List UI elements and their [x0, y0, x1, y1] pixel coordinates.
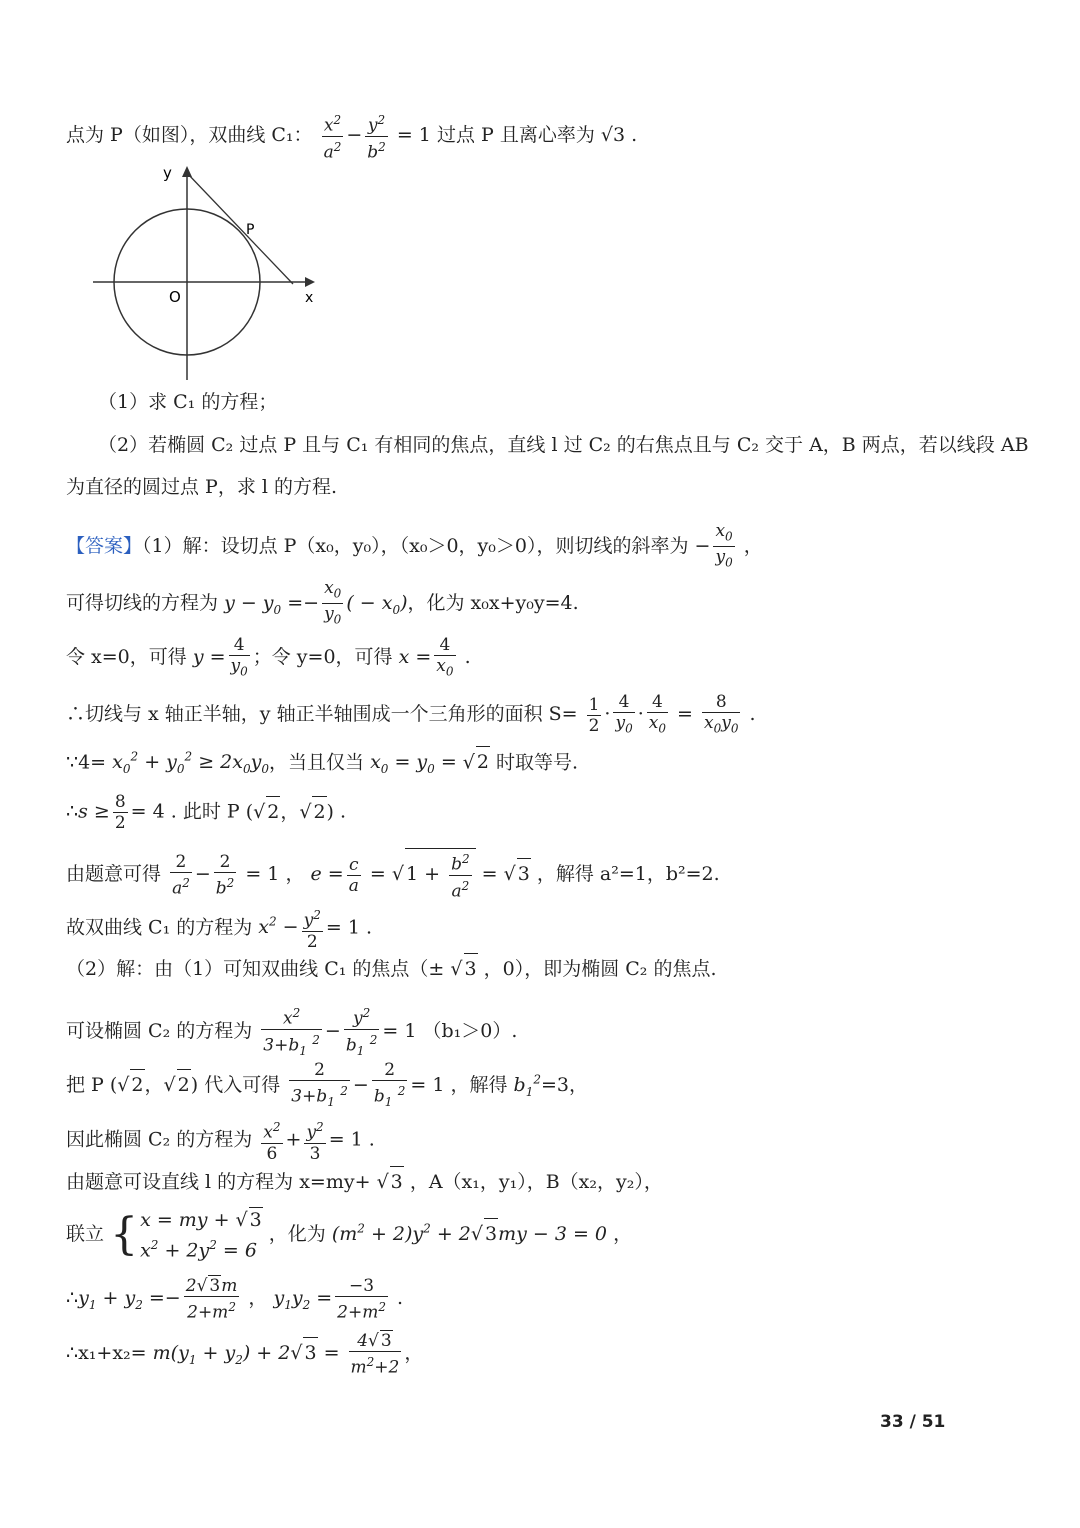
solution-line-15: $\therefore y_1 + y_2$ =− $\frac{2√ 3m}{2+m^2}$ ， $y_1y_2$ = $\frac{-3}{2+m^2}$ . [66, 1275, 404, 1323]
tangent-line [187, 173, 293, 284]
question-2-line-1: （2）若椭圆 C₂ 过点 P 且与 C₁ 有相同的焦点，直线 l 过 C₂ 的右焦点且与 C₂ 交于 A，B 两点，若以线段 AB [98, 434, 1029, 456]
intro-formula: $\frac{x^2}{a^2}$ [322, 110, 344, 162]
solution-text: ， [404, 1341, 424, 1364]
solution-text: 由题意可设直线 l 的方程为 x=my+ [66, 1171, 371, 1193]
y-axis-label: y [163, 164, 172, 182]
intro-line: 点为 P（如图），双曲线 C₁： $\frac{x^2}{a^2}$ − $\frac{y^2}{b^2}$ = 1 过点 P 且离心率为 √3 . [66, 110, 637, 162]
x-axis-label: x [305, 290, 314, 306]
solution-line-12: 因此椭圆 C₂ 的方程为 $\frac{x^2}{6}$ + $\frac{y^2}{3}$ = 1 . [66, 1117, 375, 1164]
solution-line-8: 故双曲线 C₁ 的方程为 $x^2$ − $\frac{y^2}{2}$ = 1 . [66, 905, 372, 952]
solution-text: 可设椭圆 C₂ 的方程为 [66, 1019, 253, 1042]
page-number: 33 / 51 [880, 1412, 946, 1432]
solution-line-7: 由题意可得 $\frac{2}{a^2}$ − $\frac{2}{b^2}$ = 1 ， e = $\frac{c}{a}$ = √ 1 + $\frac{b^2}{a^2}$ = √ 3 ，解得 a²=1，b²=2. [66, 848, 720, 901]
solution-text: 故双曲线 C₁ 的方程为 [66, 916, 253, 939]
solution-text: （1）解：设切点 P（x₀，y₀），（x₀＞0，y₀＞0），则切线的斜率为 [142, 534, 689, 557]
solution-text: . 此时 P [170, 800, 240, 823]
solution-text: ∴ [66, 1286, 79, 1309]
solution-line-10: 可设椭圆 C₂ 的方程为 $\frac{x^2}{3+b_1 ^2}$ − $\frac{y^2}{b_1 ^2}$ = 1 （b₁＞0）. [66, 1003, 517, 1061]
solution-text: ；令 y=0，可得 [252, 646, 393, 669]
intro-text: 点为 P（如图），双曲线 C₁： [66, 124, 313, 147]
solution-text: 由题意可得 [66, 863, 162, 886]
solution-text: ∵4= [66, 751, 107, 774]
solution-line-16: ∴x₁+x₂= $m(y_1 + y_2) + 2√$ 3 = $\frac{4√ 3}{m^2+2}$ ， [66, 1331, 424, 1378]
solution-line-3: 令 x=0，可得 y = $\frac{4}{y_0}$ ；令 y=0，可得 x = $\frac{4}{x_0}$ . [66, 635, 471, 679]
solution-text: 时取等号. [496, 751, 579, 774]
question-2-line-2: 为直径的圆过点 P，求 l 的方程. [66, 476, 338, 498]
question-1: （1）求 C₁ 的方程； [98, 391, 278, 413]
solution-text: 因此椭圆 C₂ 的方程为 [66, 1128, 253, 1151]
solution-text: ，A（x₁，y₁），B（x₂，y₂）， [409, 1171, 663, 1193]
solution-text: 代入可得 [204, 1074, 281, 1097]
solution-text: 把 P [66, 1074, 104, 1097]
solution-text: 联立 [66, 1223, 105, 1246]
solution-text: ∴切线与 x 轴正半轴，y 轴正半轴围成一个三角形的面积 S= [66, 703, 578, 726]
circle-tangent-figure [88, 158, 328, 387]
point-p-label: P [246, 222, 255, 238]
solution-line-13: 由题意可设直线 l 的方程为 x=my+ √ 3 ，A（x₁，y₁），B（x₂，y₂）， [66, 1166, 663, 1197]
solution-line-1: 【答案】（1）解：设切点 P（x₀，y₀），（x₀＞0，y₀＞0），则切线的斜率为 − $\frac{x_0}{y_0}$ ， [66, 521, 763, 570]
solution-line-4: ∴切线与 x 轴正半轴，y 轴正半轴围成一个三角形的面积 S= $\frac{1}{2}$ · $\frac{4}{y_0}$ · $\frac{4}{x_0}$ = $\frac{8}{x_0y_0}$ . [66, 692, 756, 736]
solution-text: ，化为 x₀x+y₀y=4. [407, 591, 579, 614]
solution-line-11: 把 P (√ 2，√ 2) 代入可得 $\frac{2}{3+b_1 ^2}$ − $\frac{2}{b_1 ^2}$ = 1 ，解得 $b_1^2=3$， [66, 1060, 589, 1110]
solution-text: ， [285, 863, 305, 886]
solution-text: ，化为 [268, 1223, 326, 1246]
origin-label: O [169, 288, 181, 306]
solution-line-5: ∵4= $x_0^2 + y_0^2 \ge 2x_0y_0$，当且仅当 $x_0 = y_0$ = √ 2 时取等号. [66, 742, 578, 784]
solution-text: ，解得 [450, 1074, 508, 1097]
solution-line-14: 联立 { x = my + √ 3 $x^2 + 2y^2 = 6$ ，化为 $(m^2 + 2)y^2 + 2√$ 3my − 3 = 0 ， [66, 1209, 633, 1262]
answer-tag: 【答案】 [66, 534, 143, 557]
figure-svg [88, 158, 328, 383]
solution-text: =3， [541, 1074, 589, 1097]
solution-text: 可得切线的方程为 [66, 591, 219, 614]
x-axis-arrow [305, 277, 315, 287]
y-axis-arrow [182, 166, 192, 177]
solution-text: ∴ [66, 800, 79, 823]
solution-line-9: （2）解：由（1）可知双曲线 C₁ 的焦点（± √ 3 ，0），即为椭圆 C₂ 的焦点. [66, 953, 717, 984]
solution-text: （2）解：由（1）可知双曲线 C₁ 的焦点（± [66, 958, 445, 980]
solution-text: ，当且仅当 [269, 751, 365, 774]
solution-text: 令 x=0，可得 [66, 646, 187, 669]
solution-text: ，0），即为椭圆 C₂ 的焦点. [483, 958, 717, 980]
solution-text: （b₁＞0）. [422, 1019, 518, 1042]
solution-text: ∴x₁+x₂= [66, 1341, 147, 1364]
solution-line-6: ∴s ≥ $\frac{8}{2}$ = 4 . 此时 P (√ 2，√ 2) . [66, 792, 347, 833]
solution-text: ，解得 a²=1，b²=2. [536, 863, 720, 886]
solution-line-2: 可得切线的方程为 $y - y_0$ =− $\frac{x_0}{y_0}$ ( − $x_0$)，化为 x₀x+y₀y=4. [66, 578, 579, 627]
intro-text2: 过点 P 且离心率为 √3 . [436, 124, 638, 147]
